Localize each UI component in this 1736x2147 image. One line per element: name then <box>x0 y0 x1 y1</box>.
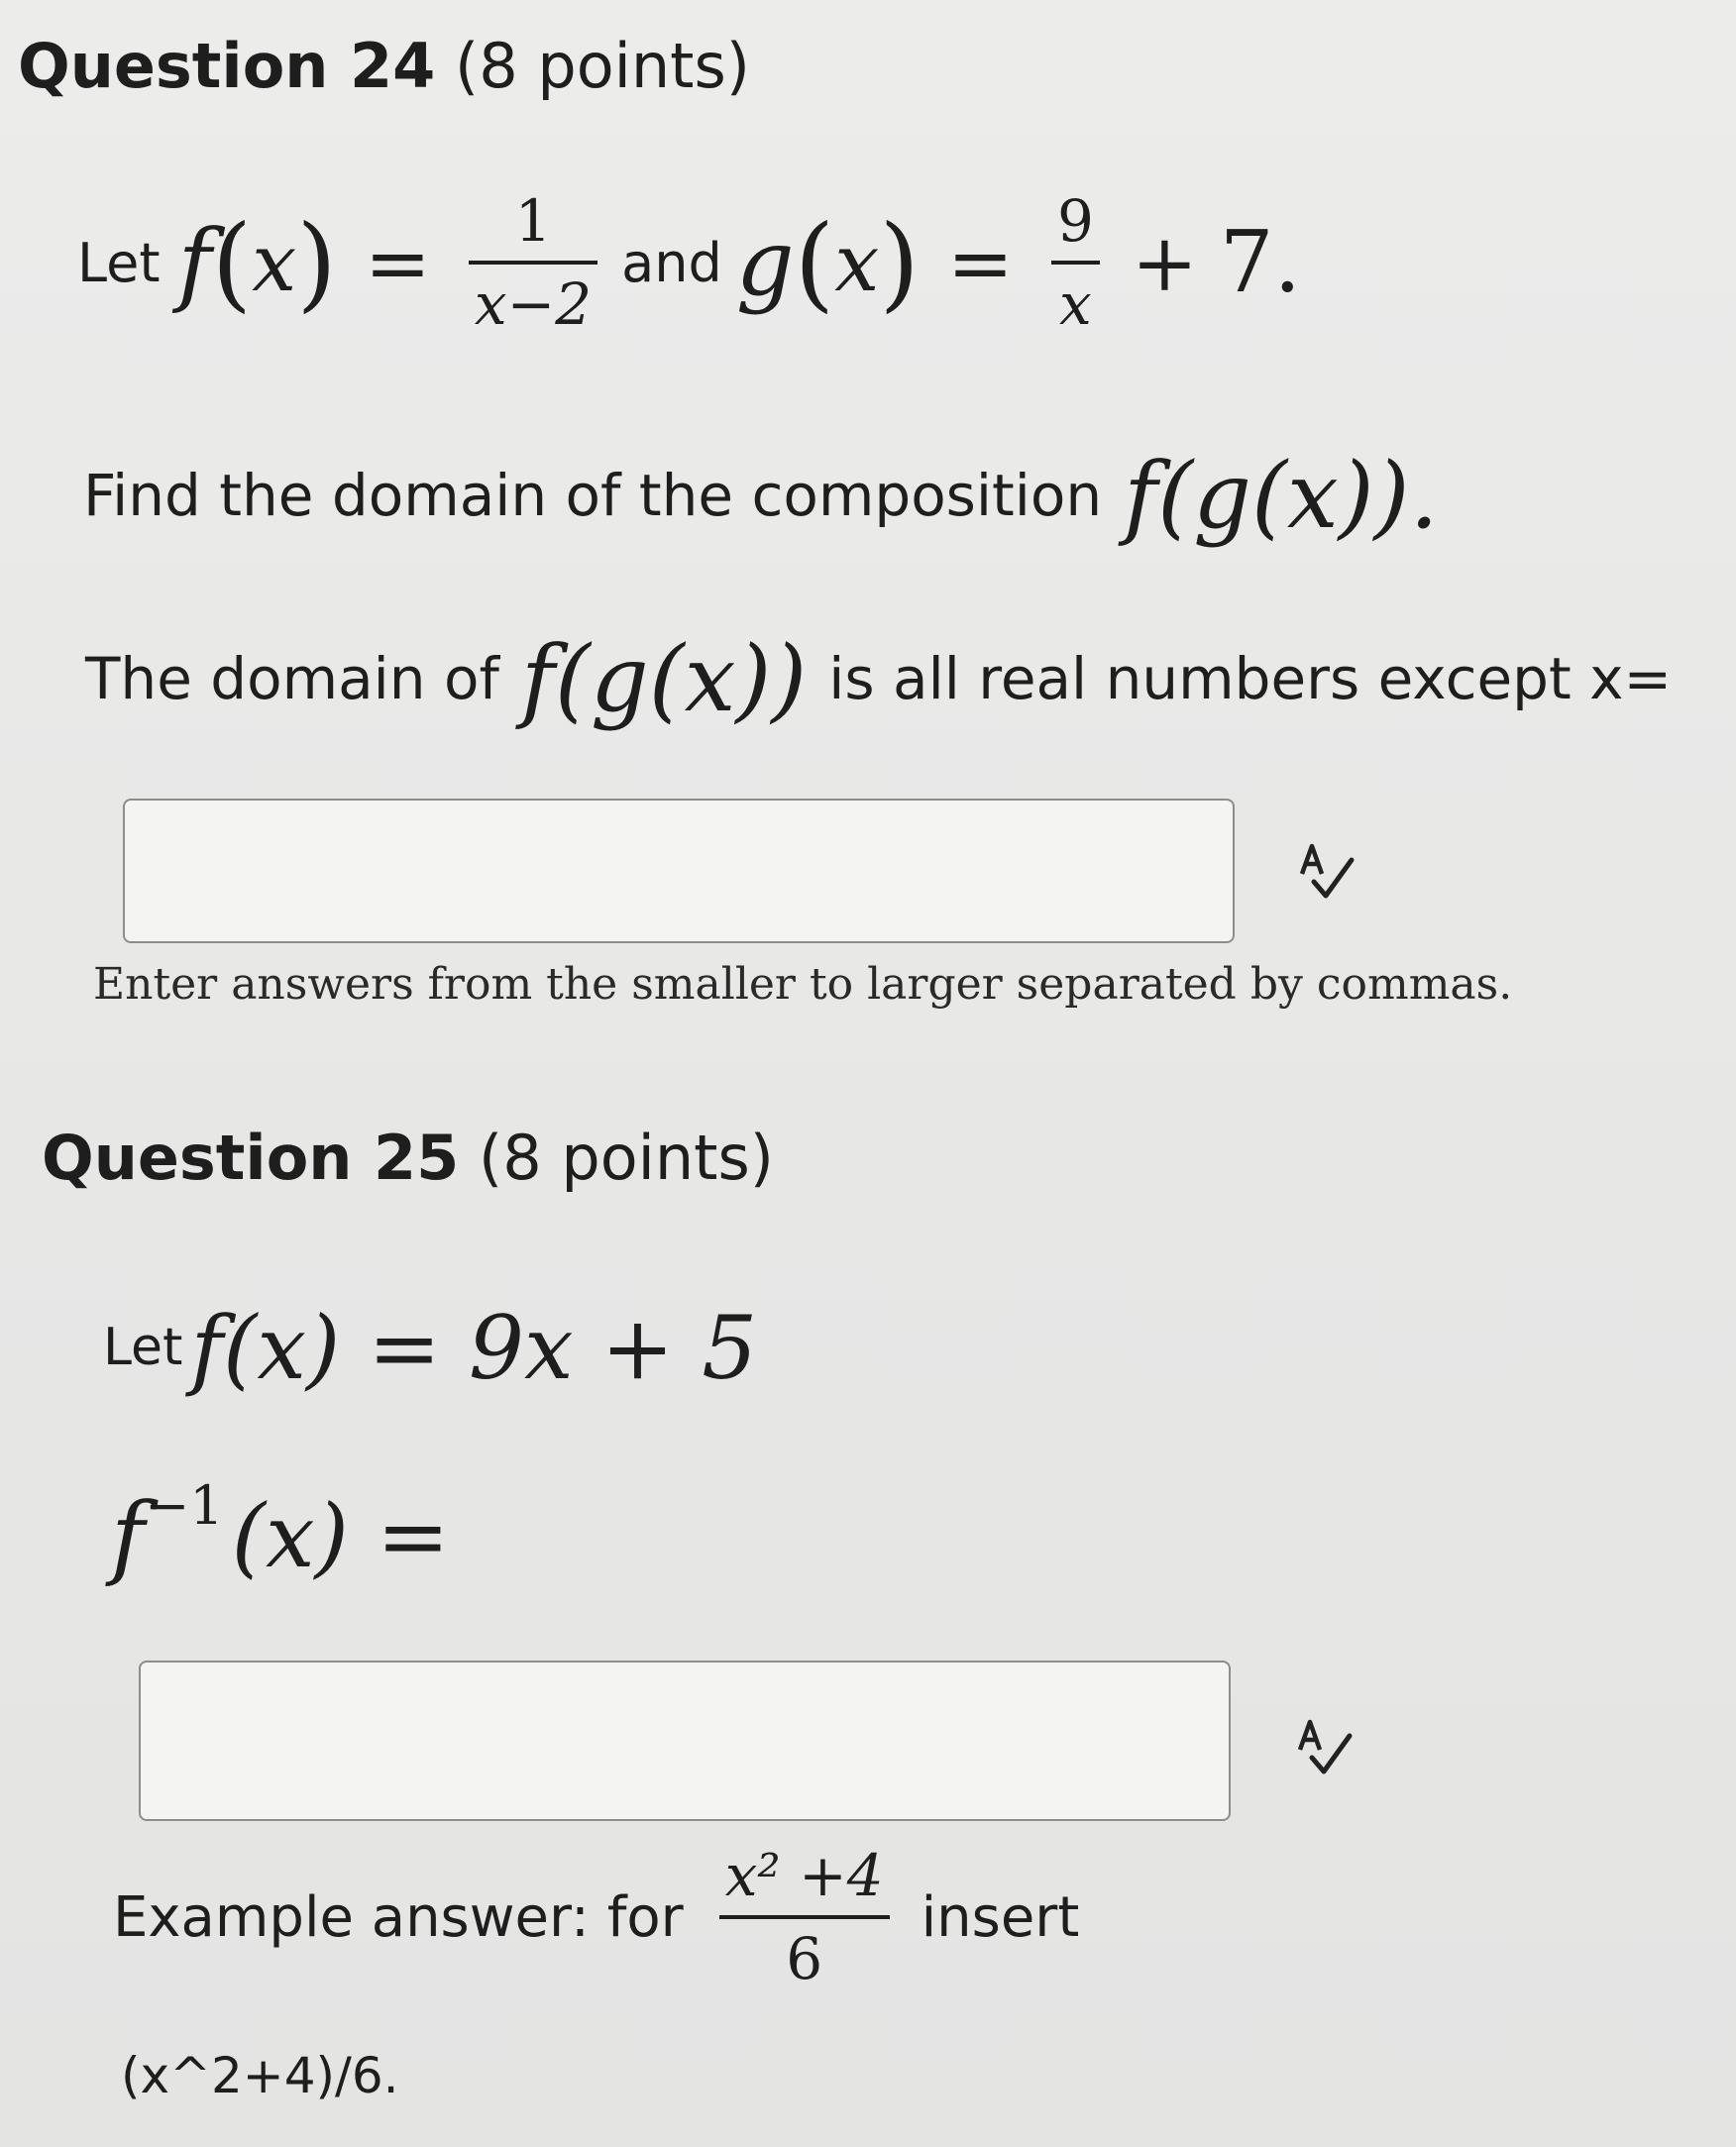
domain-expression: f(g(x)) <box>520 625 808 732</box>
example-fraction <box>719 1842 890 1992</box>
question-24-points: (8 points) <box>455 30 750 102</box>
question-25-points: (8 points) <box>479 1122 774 1194</box>
x-var: x <box>252 216 297 309</box>
f-numerator: 1 <box>514 187 552 255</box>
close-paren: ) <box>879 202 920 323</box>
question-25-number: Question 25 <box>42 1122 460 1194</box>
question-25-example <box>113 1833 1079 2001</box>
find-prompt: Find the domain of the composition <box>83 462 1103 529</box>
x-var: x <box>834 216 880 309</box>
plus-sign: + <box>1131 216 1198 309</box>
inverse-base: f <box>111 1482 146 1589</box>
question-25-answer-input[interactable] <box>139 1661 1231 1821</box>
open-paren: ( <box>211 202 253 323</box>
open-paren: ( <box>794 202 835 323</box>
inverse-exponent: −1 <box>145 1474 224 1537</box>
g-name: g <box>735 209 795 316</box>
question-24-prompt <box>83 436 1439 555</box>
question-24-answer-input[interactable] <box>123 799 1235 943</box>
question-25-function <box>103 1288 757 1407</box>
f-definition: f(x) = 9x + 5 <box>190 1296 758 1399</box>
close-paren: ) <box>296 202 337 323</box>
equals-sign: = <box>364 216 431 309</box>
g-numerator: 9 <box>1056 187 1094 255</box>
example-prefix: Example answer: for <box>113 1884 684 1950</box>
example-suffix: insert <box>921 1884 1080 1950</box>
g-denominator: x <box>1059 270 1092 338</box>
question-24-domain-statement <box>85 619 1672 738</box>
and-word: and <box>621 231 722 294</box>
spellcheck-icon[interactable] <box>1292 1716 1361 1785</box>
composition-expression: f(g(x)). <box>1124 442 1439 549</box>
question-25-title <box>42 1122 774 1194</box>
f-denominator: x−2 <box>474 270 593 338</box>
question-24-title <box>18 30 750 102</box>
g-constant: 7. <box>1219 213 1301 312</box>
f-name: f <box>177 209 212 316</box>
equals-sign: = <box>946 216 1014 309</box>
inverse-rest: (x) = <box>231 1484 450 1587</box>
g-fraction <box>1051 187 1100 338</box>
example-input: (x^2+4)/6. <box>121 2047 399 2104</box>
example-numerator: x² +4 <box>724 1842 884 1909</box>
f-fraction <box>469 187 597 338</box>
spellcheck-icon[interactable] <box>1294 840 1363 910</box>
example-denominator: 6 <box>786 1925 823 1992</box>
domain-suffix: is all real numbers except x= <box>828 645 1673 712</box>
question-24-number: Question 24 <box>18 30 436 102</box>
let-word: Let <box>77 231 161 294</box>
let-word: Let <box>103 1318 183 1377</box>
question-24-functions <box>77 187 1301 338</box>
question-24-instruction: Enter answers from the smaller to larger separated by commas. <box>93 959 1513 1010</box>
domain-prefix: The domain of <box>85 645 499 712</box>
question-25-inverse <box>111 1466 450 1605</box>
